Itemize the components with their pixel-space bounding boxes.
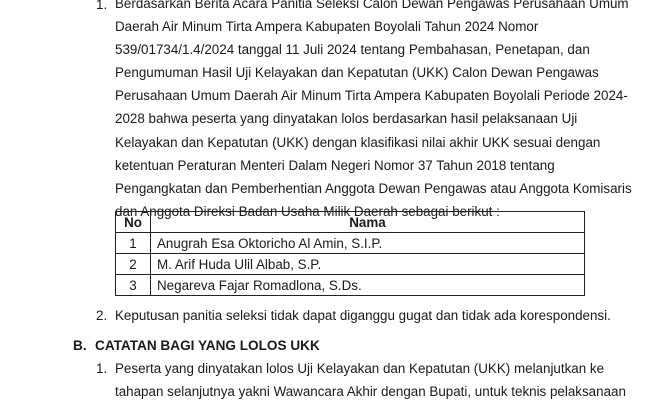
item-1-line: Pengangkatan dan Pemberhentian Anggota Dewan Pengawas atau Anggota Komisaris [115,180,632,196]
item-1-number: 1. [96,0,108,12]
item-1-line: dan Anggota Direksi Badan Usaha Milik Daerah sebagai berikut : [115,203,500,219]
column-header-name: Nama [151,212,585,233]
item-1-line: Berdasarkan Berita Acara Panitia Seleksi Calon Dewan Pengawas Perusahaan Umum [115,0,629,11]
item-2-text: Keputusan panitia seleksi tidak dapat diganggu gugat dan tidak ada korespondensi. [115,308,611,323]
section-b-letter: B. [73,338,87,353]
table-row [116,275,585,296]
row-number: 3 [116,275,151,296]
row-number: 2 [116,254,151,275]
section-b-heading [73,338,320,353]
item-1-line: 2028 bahwa peserta yang dinyatakan lolos berdasarkan hasil pelaksanaan Uji [115,111,578,127]
section-b-item-1-line: tahapan selanjutnya yakni Wawancara Akhir dengan Bupati, untuk teknis pelaksanaan [115,384,626,400]
item-1-paragraph [115,0,632,223]
table-row [116,233,585,254]
item-1-line: Kelayakan dan Kepatutan (UKK) dengan klasifikasi nilai akhir UKK sesuai dengan [115,134,601,150]
column-header-no: No [116,212,151,233]
table-header-row [116,212,585,233]
row-name: M. Arif Huda Ulil Albab, S.P. [151,254,585,275]
section-b-item-1-line: Peserta yang dinyatakan lolos Uji Kelayakan dan Kepatutan (UKK) melanjutkan ke [115,361,605,376]
item-2-number: 2. [96,308,108,323]
item-2-paragraph [115,304,611,327]
item-1-line: Pengumuman Hasil Uji Kelayakan dan Kepatutan (UKK) Calon Dewan Pengawas [115,65,599,81]
row-name: Negareva Fajar Romadlona, S.Ds. [151,275,585,296]
item-1-line: Daerah Air Minum Tirta Ampera Kabupaten Boyolali Tahun 2024 Nomor [115,19,539,35]
row-number: 1 [116,233,151,254]
passed-candidates-table [115,211,585,296]
item-1-line: 539/01734/1.4/2024 tanggal 11 Juli 2024 tentang Pembahasan, Penetapan, dan [115,42,590,58]
section-b-item-1-number: 1. [96,361,108,376]
item-1-line: Perusahaan Umum Daerah Air Minum Tirta Ampera Kabupaten Boyolali Periode 2024- [115,88,628,104]
row-name: Anugrah Esa Oktoricho Al Amin, S.I.P. [151,233,585,254]
item-1-line: ketentuan Peraturan Menteri Dalam Negeri Nomor 37 Tahun 2018 tentang [115,157,555,173]
table-row [116,254,585,275]
section-b-title: CATATAN BAGI YANG LOLOS UKK [95,338,320,353]
section-b-item-1-paragraph [115,357,626,403]
